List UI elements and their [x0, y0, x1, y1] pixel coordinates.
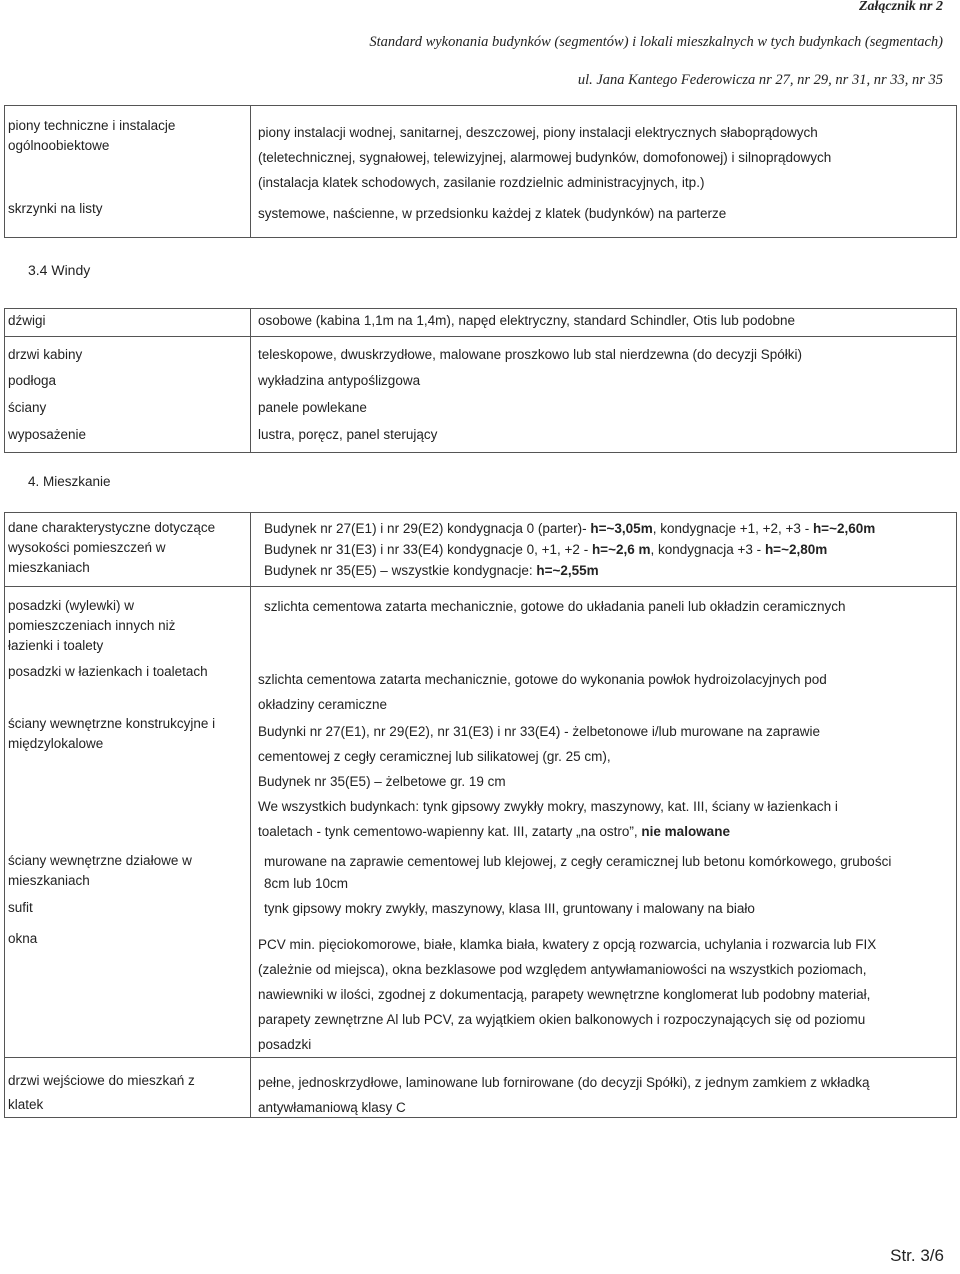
row-value: Budynek nr 27(E1) i nr 29(E2) kondygnacja 0 (parter)- h=~3,05m, kondygnacje +1, +2, +3 - h=~2,60m Budynek nr 31(E3) i nr 33(E4) kondygnacje 0, +1, +2 - h=~2,6 m, kondygnacja +3 - h=~2,80m Budynek nr 35(E5) – wszystkie kondygnacje: h=~2,55m	[264, 521, 876, 578]
row-value: pełne, jednoskrzydłowe, laminowane lub fornirowane (do decyzji Spółki), z jednym zamkiem z wkładką antywłamaniową klasy C	[258, 1075, 870, 1115]
row-label: ściany wewnętrzne działowe w mieszkaniach	[8, 853, 192, 888]
row-label: sufit	[8, 900, 33, 915]
row-value: szlichta cementowa zatarta mechanicznie, gotowe do układania paneli lub okładzin ceramicznych	[264, 599, 846, 614]
row-value: wykładzina antypoślizgowa	[258, 373, 421, 388]
row-value: tynk gipsowy mokry zwykły, maszynowy, klasa III, gruntowany i malowany na biało	[264, 901, 755, 916]
row-label: posadzki w łazienkach i toaletach	[8, 664, 208, 679]
row-value: murowane na zaprawie cementowej lub klejowej, z cegły ceramicznej lub betonu komórkowego, grubości 8cm lub 10cm	[264, 854, 892, 891]
row-label: wyposażenie	[8, 427, 87, 442]
row-label: okna	[8, 931, 38, 946]
row-value: PCV min. pięciokomorowe, białe, klamka biała, kwatery z opcją rozwarcia, uchylania i rozwarcia lub FIX (zależnie od miejsca), okna bezklasowe pod względem antywłamaniowości na wszystkich poziomach, nawiewniki w ilości, zgodnej z dokumentacją, parapety wewnętrzne konglomerat lub podobny materiał, parapety zewnętrzne Al lub PCV, za wyjątkiem okien balkonowych i rozpoczynających się od poziomu posadzki	[258, 937, 877, 1052]
row-value: systemowe, naścienne, w przedsionku każdej z klatek (budynków) na parterze	[258, 206, 727, 221]
table-divider	[250, 105, 251, 238]
document-title: Standard wykonania budynków (segmentów) i lokali mieszkalnych w tych budynkach (segmentach)	[369, 34, 943, 50]
row-label: drzwi wejściowe do mieszkań z klatek	[8, 1073, 195, 1112]
row-value: osobowe (kabina 1,1m na 1,4m), napęd elektryczny, standard Schindler, Otis lub podobne	[258, 313, 796, 328]
document-address: ul. Jana Kantego Federowicza nr 27, nr 29, nr 31, nr 33, nr 35	[577, 72, 943, 88]
row-label: dane charakterystyczne dotyczące wysokości pomieszczeń w mieszkaniach	[8, 520, 216, 575]
table-row-divider	[4, 586, 957, 587]
row-value: teleskopowe, dwuskrzydłowe, malowane proszkowo lub stal nierdzewna (do decyzji Spółki)	[258, 347, 803, 362]
row-value: panele powlekane	[258, 400, 367, 415]
section-heading: 3.4 Windy	[28, 262, 91, 278]
row-label: posadzki (wylewki) w pomieszczeniach innych niż łazienki i toalety	[8, 598, 176, 653]
table-divider	[250, 308, 251, 453]
row-label: podłoga	[8, 373, 57, 388]
row-label: piony techniczne i instalacje ogólnoobiektowe	[8, 118, 176, 153]
row-value: szlichta cementowa zatarta mechanicznie, gotowe do wykonania powłok hydroizolacyjnych pod okładziny ceramiczne	[258, 672, 827, 712]
row-value: lustra, poręcz, panel sterujący	[258, 427, 438, 442]
row-value: piony instalacji wodnej, sanitarnej, deszczowej, piony instalacji elektrycznych słaboprądowych (teletechnicznej, sygnałowej, telewizyjnej, alarmowej budynków, domofonowej) i silnoprądowych (instalacja klatek schodowych, zasilanie rozdzielnic administracyjnych, itp.)	[258, 125, 832, 190]
table-row-divider	[4, 1057, 957, 1058]
attachment-label: Załącznik nr 2	[858, 0, 943, 14]
row-label: drzwi kabiny	[8, 347, 83, 362]
row-label: skrzynki na listy	[8, 201, 103, 216]
row-label: ściany wewnętrzne konstrukcyjne i międzylokalowe	[8, 716, 216, 751]
row-label: ściany	[8, 400, 47, 415]
page-number: Str. 3/6	[890, 1246, 944, 1265]
row-label: dźwigi	[8, 313, 46, 328]
section-heading: 4. Mieszkanie	[28, 474, 111, 489]
row-value: Budynki nr 27(E1), nr 29(E2), nr 31(E3) i nr 33(E4) - żelbetonowe i/lub murowane na zaprawie cementowej z cegły ceramicznej lub silikatowej (gr. 25 cm), Budynek nr 35(E5) – żelbetowe gr. 19 cm We wszystkich budynkach: tynk gipsowy zwykły mokry, maszynowy, kat. III, ściany w łazienkach i toaletach - tynk cementowo-wapienny kat. III, zatarty „na ostro”, nie malowane	[258, 724, 838, 839]
table-row-divider	[4, 336, 957, 337]
table-divider	[250, 512, 251, 1118]
